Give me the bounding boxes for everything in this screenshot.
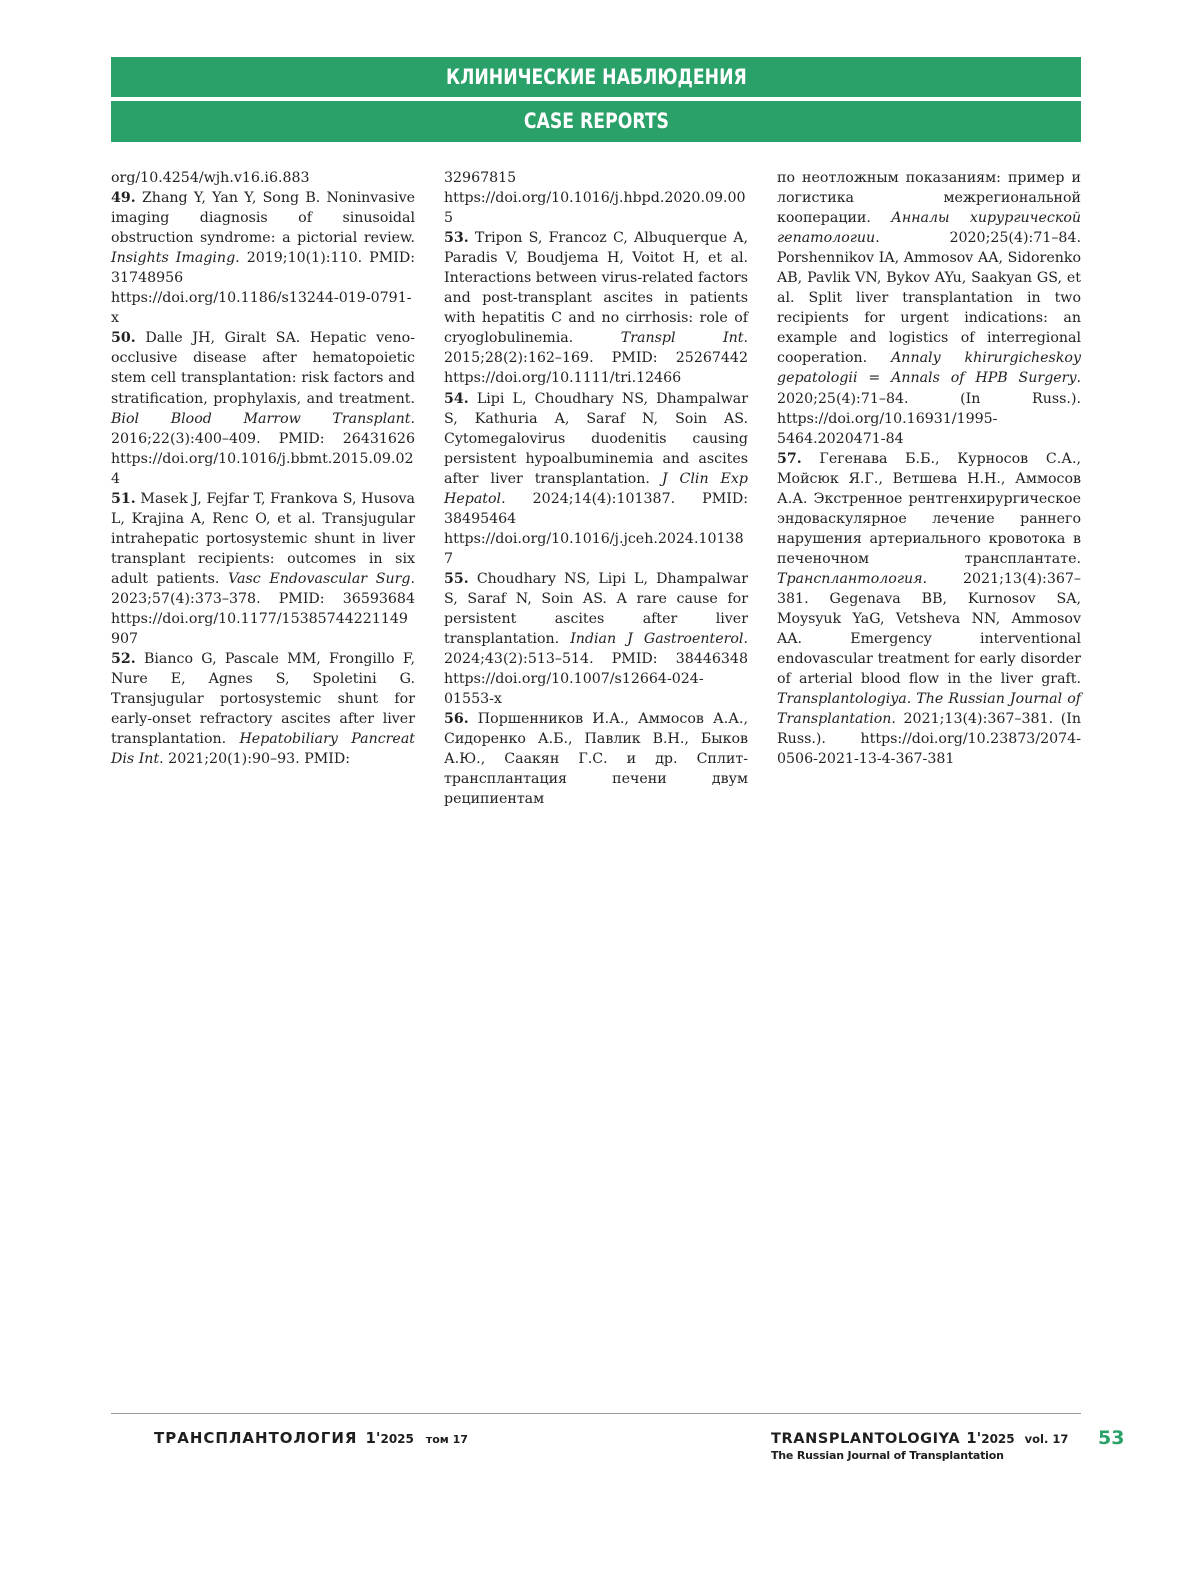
reference-56-continuation bbox=[777, 168, 1081, 449]
footer-divider bbox=[111, 1413, 1081, 1414]
footer-issue-ru: 1' bbox=[365, 1429, 381, 1447]
footer-year-en: 2025 bbox=[981, 1432, 1015, 1446]
ref-journal: Hepatobiliary Pancreat Dis Int bbox=[111, 731, 415, 768]
ref-tail: . 2015;28(2):162–169. PMID: 25267442 https://doi.org/10.1111/tri.12466 bbox=[444, 330, 748, 387]
ref-journal: Biol Blood Marrow Transplant bbox=[111, 410, 411, 427]
ref-journal-ru: Трансплантология bbox=[777, 570, 923, 587]
footer-journal-subtitle: The Russian Journal of Transplantation bbox=[771, 1449, 1004, 1462]
ref-tail: . 2020;25(4):71–84. (In Russ.). https://doi.org/10.16931/1995-5464.2020471-84 bbox=[777, 370, 1081, 447]
ref-number: 52. bbox=[111, 651, 136, 668]
reference-51 bbox=[111, 489, 415, 649]
footer-journal-ru bbox=[154, 1428, 468, 1447]
ref-journal-en: Annaly khirurgicheskoy gepatologii = Annals of HPB Surgery bbox=[777, 350, 1081, 387]
ref-journal: J Clin Exp Hepatol bbox=[444, 470, 748, 507]
ref-number: 51. bbox=[111, 490, 136, 507]
ref-journal: Indian J Gastroenterol bbox=[570, 631, 744, 648]
section-title-en-text: CASE REPORTS bbox=[523, 109, 669, 133]
ref-text: . 2021;13(4):367–381. Gegenava BB, Kurnosov SA, Moysyuk YaG, Vetsheva NN, Ammosov AA. Emergency interventional endovascular treatment for early disorder of arterial blood flow in the liver graft. bbox=[777, 570, 1081, 688]
ref-journal-en: Transplantologiya. The Russian Journal of Transplantation bbox=[777, 691, 1081, 728]
reference-column-1 bbox=[111, 168, 415, 769]
reference-56 bbox=[444, 709, 748, 809]
ref-text: Zhang Y, Yan Y, Song B. Noninvasive imaging diagnosis of sinusoidal obstruction syndrome: a pictorial review. bbox=[111, 190, 415, 247]
ref-text: Tripon S, Francoz C, Albuquerque A, Paradis V, Boudjema H, Voitot H, et al. Interactions between virus-related factors and post-transplant ascites in patients with hepatitis C and no cirrhosis: role of cryoglobulinemia. bbox=[444, 230, 748, 347]
footer-journal-en bbox=[771, 1428, 1068, 1462]
page-number: 53 bbox=[1098, 1427, 1125, 1449]
ref-text: Гегенава Б.Б., Курносов С.А., Мойсюк Я.Г., Ветшева Н.Н., Аммосов А.А. Экстренное рентгенхирургическое эндоваскулярное лечение раннего нарушения артериального кровотока в печеночном трансплантате. bbox=[777, 450, 1081, 567]
ref-tail: . 2019;10(1):110. PMID: 31748956 https://doi.org/10.1186/s13244-019-0791-x bbox=[111, 250, 415, 327]
reference-53 bbox=[444, 228, 748, 388]
reference-52 bbox=[111, 649, 415, 769]
reference-column-2 bbox=[444, 168, 748, 810]
ref-tail: . 2023;57(4):373–378. PMID: 36593684 https://doi.org/10.1177/15385744221149907 bbox=[111, 570, 415, 648]
ref-tail: . 2024;43(2):513–514. PMID: 38446348 https://doi.org/10.1007/s12664-024-01553-x bbox=[444, 631, 748, 708]
ref-journal: Vasc Endovascular Surg bbox=[228, 570, 411, 587]
reference-50 bbox=[111, 328, 415, 488]
section-title-en bbox=[111, 101, 1081, 142]
ref-text: org/10.4254/wjh.v16.i6.883 bbox=[111, 170, 310, 186]
ref-number: 49. bbox=[111, 190, 136, 207]
section-title-ru bbox=[111, 57, 1081, 97]
ref-journal: Insights Imaging bbox=[111, 250, 236, 267]
ref-number: 53. bbox=[444, 230, 469, 247]
reference-column-3 bbox=[777, 168, 1081, 769]
ref-text: Dalle JH, Giralt SA. Hepatic veno-occlusive disease after hematopoietic stem cell transplantation: risk factors and stratification, prophylaxis, and treatment. bbox=[111, 330, 415, 407]
ref-text: . 2020;25(4):71–84. Porshennikov IA, Ammosov AA, Sidorenko AB, Pavlik VN, Bykov AYu, Saakyan GS, et al. Split liver transplantation in two recipients for urgent indications: an example and logistics of interregional cooperation. bbox=[777, 230, 1081, 367]
ref-number: 55. bbox=[444, 570, 469, 587]
ref-tail: . 2021;13(4):367–381. (In Russ.). https://doi.org/10.23873/2074-0506-2021-13-4-367-381 bbox=[777, 711, 1081, 768]
ref-text: 32967815 https://doi.org/10.1016/j.hbpd.2020.09.005 bbox=[444, 170, 746, 227]
reference-48-continuation bbox=[111, 168, 415, 188]
ref-tail: . 2021;20(1):90–93. PMID: bbox=[159, 751, 351, 768]
ref-journal-ru: Анналы хирургической гепатологии bbox=[777, 210, 1081, 247]
ref-text: Choudhary NS, Lipi L, Dhampalwar S, Saraf N, Soin AS. A rare cause for persistent ascites after liver transplantation. bbox=[444, 570, 748, 648]
reference-49 bbox=[111, 188, 415, 328]
ref-journal: Transpl Int bbox=[620, 330, 744, 347]
section-title-ru-text: КЛИНИЧЕСКИЕ НАБЛЮДЕНИЯ bbox=[445, 65, 747, 89]
reference-54 bbox=[444, 389, 748, 569]
ref-text: по неотложным показаниям: пример и логистика межрегиональной кооперации. bbox=[777, 170, 1081, 227]
ref-text: Masek J, Fejfar T, Frankova S, Husova L, Krajina A, Renc O, et al. Transjugular intrahepatic portosystemic shunt in liver transplant recipients: outcomes in six adult patients. bbox=[111, 490, 415, 587]
footer-volume-en: vol. 17 bbox=[1024, 1432, 1069, 1446]
reference-52-continuation bbox=[444, 168, 748, 228]
ref-number: 56. bbox=[444, 711, 469, 728]
ref-number: 50. bbox=[111, 330, 136, 347]
ref-number: 54. bbox=[444, 390, 469, 407]
footer-journal-name-ru: ТРАНСПЛАНТОЛОГИЯ bbox=[154, 1429, 358, 1447]
ref-tail: . 2024;14(4):101387. PMID: 38495464 https://doi.org/10.1016/j.jceh.2024.101387 bbox=[444, 490, 748, 567]
ref-text: Bianco G, Pascale MM, Frongillo F, Nure E, Agnes S, Spoletini G. Transjugular portosystemic shunt for early-onset refractory ascites after liver transplantation. bbox=[111, 651, 415, 748]
reference-55 bbox=[444, 569, 748, 709]
footer-volume-ru: том 17 bbox=[425, 1433, 468, 1446]
footer-journal-name-en: TRANSPLANTOLOGIYA bbox=[771, 1431, 961, 1447]
ref-text: Lipi L, Choudhary NS, Dhampalwar S, Kathuria A, Saraf N, Soin AS. Cytomegalovirus duodenitis causing persistent hypoalbuminemia and ascites after liver transplantation. bbox=[444, 390, 748, 487]
ref-tail: . 2016;22(3):400–409. PMID: 26431626 https://doi.org/10.1016/j.bbmt.2015.09.024 bbox=[111, 410, 415, 487]
footer-issue-en: 1' bbox=[966, 1429, 982, 1447]
ref-number: 57. bbox=[777, 450, 802, 467]
ref-text: Поршенников И.А., Аммосов А.А., Сидоренко А.Б., Павлик В.Н., Быков А.Ю., Саакян Г.С. и др. Сплит-трансплантация печени двум реципиентам bbox=[444, 711, 748, 808]
reference-57 bbox=[777, 449, 1081, 770]
footer-year-ru: 2025 bbox=[380, 1432, 414, 1446]
